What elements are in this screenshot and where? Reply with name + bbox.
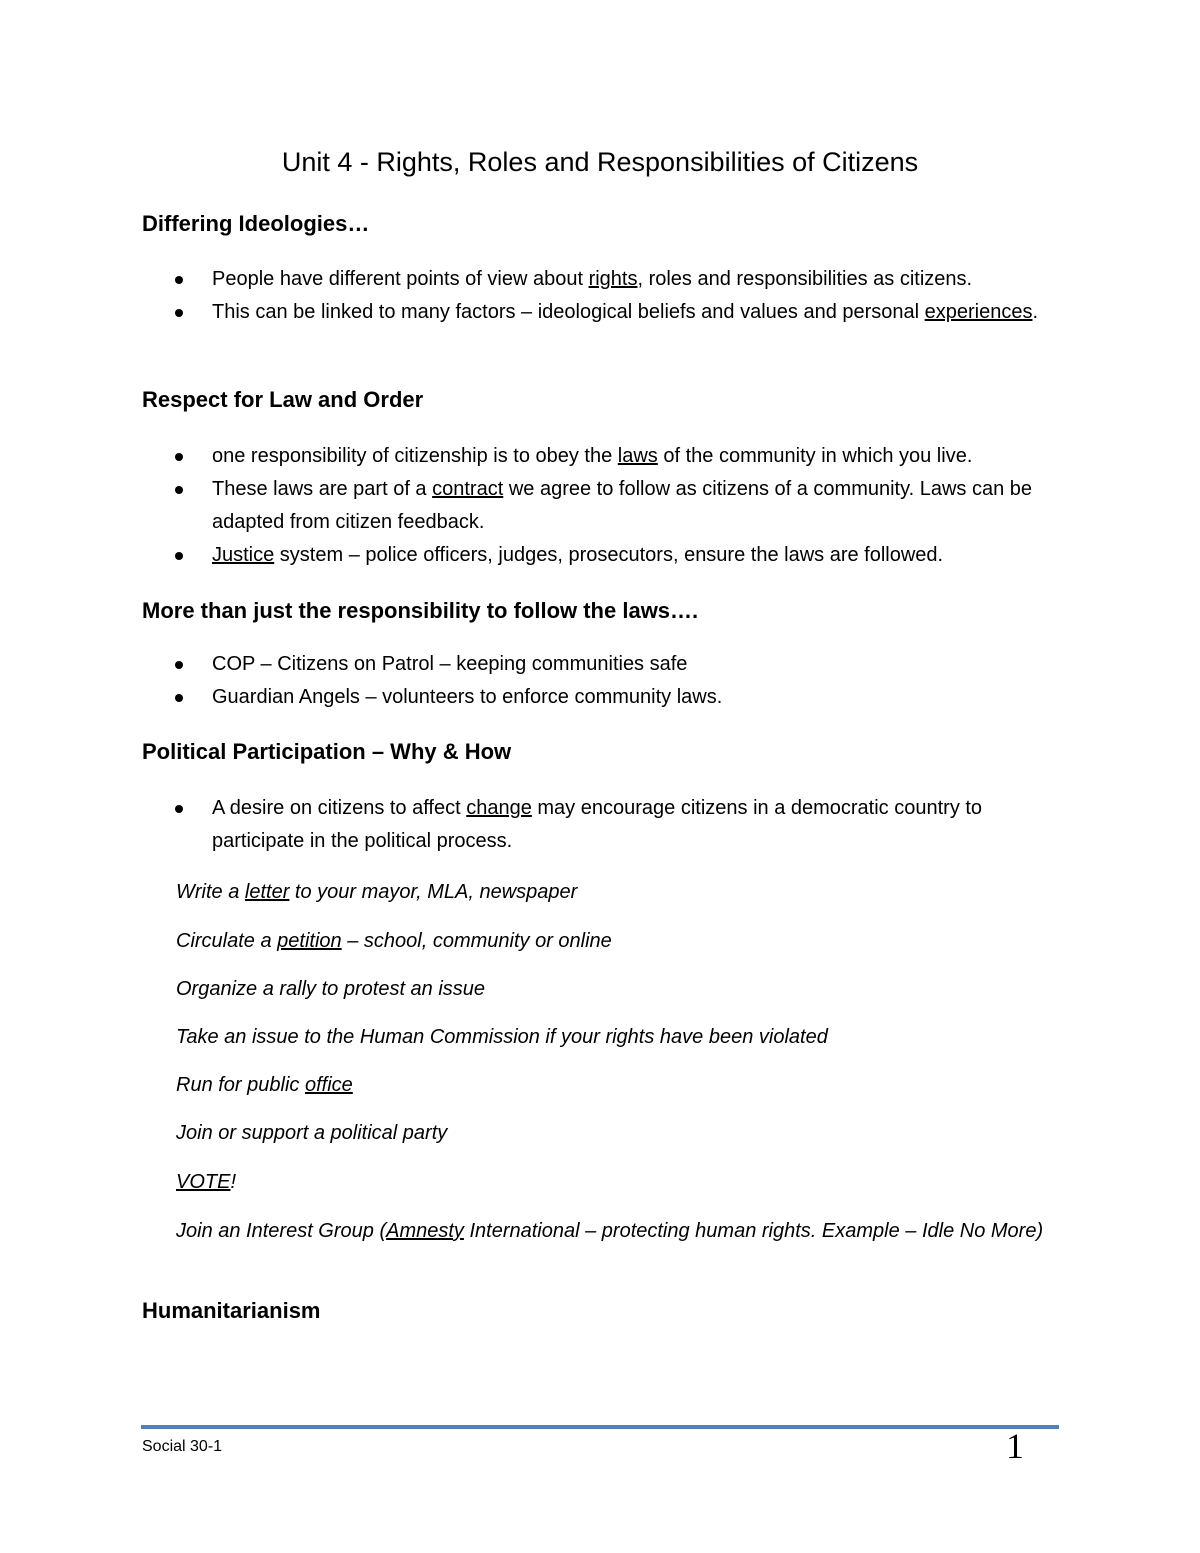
text: Guardian Angels – volunteers to enforce community laws. bbox=[212, 686, 723, 708]
participation-item: Take an issue to the Human Commission if your rights have been violated bbox=[176, 1026, 828, 1048]
bullet-icon bbox=[175, 805, 183, 813]
text: People have different points of view about bbox=[212, 268, 589, 290]
page-number: 1 bbox=[1006, 1426, 1024, 1466]
underlined-term: experiences bbox=[924, 301, 1033, 323]
bullet-icon bbox=[175, 694, 183, 702]
list-item bbox=[142, 681, 1072, 714]
heading-law-and-order: Respect for Law and Order bbox=[142, 387, 424, 412]
list-item bbox=[142, 440, 1072, 473]
participation-item bbox=[176, 878, 577, 906]
text: we agree to follow as citizens of a community. Laws can be adapted from citizen feedback. bbox=[212, 478, 1033, 533]
list-item bbox=[142, 648, 1072, 681]
list-item bbox=[142, 473, 1072, 539]
underlined-term: rights bbox=[588, 268, 638, 290]
text: COP – Citizens on Patrol – keeping communities safe bbox=[212, 653, 688, 675]
bullet-icon bbox=[175, 661, 183, 669]
text: This can be linked to many factors – ideological beliefs and values and personal bbox=[212, 301, 925, 323]
list-item bbox=[142, 539, 1072, 572]
text: one responsibility of citizenship is to obey the bbox=[212, 445, 618, 467]
text: Circulate a bbox=[176, 930, 278, 952]
text: These laws are part of a bbox=[212, 478, 433, 500]
bullet-icon bbox=[175, 486, 183, 494]
list-differing-ideologies bbox=[142, 263, 1072, 329]
text: – school, community or online bbox=[341, 930, 612, 952]
participation-item bbox=[176, 1168, 236, 1196]
participation-item bbox=[176, 1071, 353, 1099]
text: International – protecting human rights. Example – Idle No More) bbox=[463, 1220, 1044, 1242]
participation-item: Join or support a political party bbox=[176, 1122, 448, 1144]
text: to your mayor, MLA, newspaper bbox=[289, 881, 578, 903]
text: Write a bbox=[176, 881, 245, 903]
list-more-than-laws bbox=[142, 648, 1072, 714]
text: may encourage citizens in a democratic country to participate in the political process. bbox=[212, 797, 983, 852]
text: ! bbox=[230, 1171, 237, 1193]
underlined-term: change bbox=[466, 797, 532, 819]
footer-course: Social 30-1 bbox=[142, 1438, 223, 1455]
heading-political-participation: Political Participation – Why & How bbox=[142, 739, 512, 764]
text: Join an Interest Group ( bbox=[176, 1220, 387, 1242]
bullet-icon bbox=[175, 309, 183, 317]
participation-item bbox=[176, 927, 612, 955]
underlined-term: letter bbox=[244, 881, 290, 903]
text: of the community in which you live. bbox=[657, 445, 973, 467]
list-law-and-order bbox=[142, 440, 1072, 572]
list-item bbox=[142, 296, 1072, 329]
bullet-icon bbox=[175, 453, 183, 461]
list-item bbox=[142, 263, 1072, 296]
heading-humanitarianism: Humanitarianism bbox=[142, 1298, 321, 1323]
text: Run for public bbox=[176, 1074, 305, 1096]
footer-rule bbox=[141, 1425, 1059, 1429]
text: , roles and responsibilities as citizens. bbox=[637, 268, 973, 290]
text: A desire on citizens to affect bbox=[212, 797, 467, 819]
text: . bbox=[1032, 301, 1039, 323]
bullet-icon bbox=[175, 552, 183, 560]
text: system – police officers, judges, prosecutors, ensure the laws are followed. bbox=[274, 544, 944, 566]
participation-item bbox=[142, 1217, 1072, 1245]
underlined-term: Justice bbox=[212, 544, 275, 566]
heading-differing-ideologies: Differing Ideologies… bbox=[142, 211, 370, 236]
list-item bbox=[142, 792, 1072, 858]
document-title: Unit 4 - Rights, Roles and Responsibilities of Citizens bbox=[281, 147, 919, 177]
underlined-term: VOTE bbox=[176, 1171, 231, 1193]
underlined-term: petition bbox=[277, 930, 342, 952]
participation-item: Organize a rally to protest an issue bbox=[176, 978, 486, 1000]
bullet-icon bbox=[175, 276, 183, 284]
list-political-participation bbox=[142, 792, 1072, 858]
underlined-term: contract bbox=[432, 478, 504, 500]
heading-more-than-laws: More than just the responsibility to follow the laws…. bbox=[142, 598, 699, 623]
underlined-term: laws bbox=[617, 445, 658, 467]
underlined-term: Amnesty bbox=[386, 1220, 464, 1242]
underlined-term: office bbox=[304, 1074, 353, 1096]
